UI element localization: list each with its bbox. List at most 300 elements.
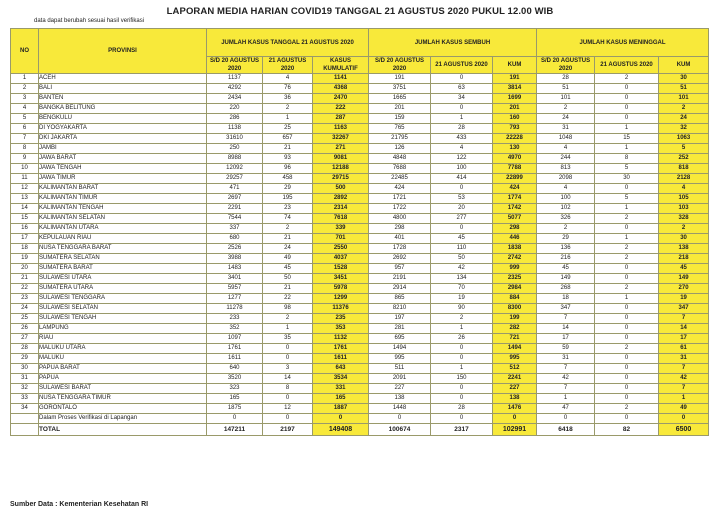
table-row (11, 164, 709, 174)
row-no: 21 (11, 274, 39, 284)
meninggal-kum: 32 (659, 124, 709, 134)
sembuh-21: 19 (431, 294, 493, 304)
sembuh-21: 42 (431, 264, 493, 274)
province-name: BANTEN (39, 94, 207, 104)
kasus-sd20: 5957 (207, 284, 263, 294)
kasus-sd20: 12092 (207, 164, 263, 174)
sembuh-sd20: 227 (369, 384, 431, 394)
sembuh-21: 0 (431, 384, 493, 394)
meninggal-kum: 347 (659, 304, 709, 314)
meninggal-sd20: 216 (537, 254, 595, 264)
table-row (11, 154, 709, 164)
sembuh-sd20: 0 (369, 414, 431, 424)
sembuh-21: 150 (431, 374, 493, 384)
meninggal-kum: 51 (659, 84, 709, 94)
meninggal-21: 0 (595, 374, 659, 384)
meninggal-sd20: 101 (537, 94, 595, 104)
meninggal-kum: 7 (659, 384, 709, 394)
sembuh-kum: 1476 (493, 404, 537, 414)
kasus-21: 23 (263, 204, 313, 214)
kasus-sd20: 3401 (207, 274, 263, 284)
row-no (11, 414, 39, 424)
province-name: SULAWESI TENGAH (39, 314, 207, 324)
meninggal-21: 2 (595, 244, 659, 254)
province-name: SUMATERA BARAT (39, 264, 207, 274)
province-name: MALUKU (39, 354, 207, 364)
province-name: PAPUA (39, 374, 207, 384)
kasus-sd20: 233 (207, 314, 263, 324)
sembuh-sd20: 7688 (369, 164, 431, 174)
sembuh-21: 45 (431, 234, 493, 244)
row-no: 29 (11, 354, 39, 364)
kasus-sd20: 2526 (207, 244, 263, 254)
table-row (11, 344, 709, 354)
sembuh-kum: 2984 (493, 284, 537, 294)
kasus-kumulatif: 2550 (313, 244, 369, 254)
sembuh-21: 28 (431, 404, 493, 414)
row-no: 34 (11, 404, 39, 414)
meninggal-21: 0 (595, 334, 659, 344)
row-no: 27 (11, 334, 39, 344)
sembuh-kum: 512 (493, 364, 537, 374)
sembuh-kum: 298 (493, 224, 537, 234)
kasus-kumulatif: 643 (313, 364, 369, 374)
kasus-kumulatif: 12188 (313, 164, 369, 174)
kasus-sd20: 3988 (207, 254, 263, 264)
kasus-sd20: 1875 (207, 404, 263, 414)
sembuh-21: 26 (431, 334, 493, 344)
row-no: 30 (11, 364, 39, 374)
province-name: KALIMANTAN UTARA (39, 224, 207, 234)
kasus-sd20: 1277 (207, 294, 263, 304)
header-group-kasus: JUMLAH KASUS TANGGAL 21 AGUSTUS 2020 (207, 29, 369, 57)
sembuh-kum: 2742 (493, 254, 537, 264)
sembuh-21: 0 (431, 104, 493, 114)
meninggal-kum: 103 (659, 204, 709, 214)
sembuh-kum: 0 (493, 414, 537, 424)
kasus-21: 36 (263, 94, 313, 104)
sembuh-sd20: 765 (369, 124, 431, 134)
row-no: 1 (11, 74, 39, 84)
table-row (11, 214, 709, 224)
sembuh-kum: 22899 (493, 174, 537, 184)
kasus-21: 21 (263, 234, 313, 244)
sembuh-21: 0 (431, 394, 493, 404)
meninggal-sd20: 2098 (537, 174, 595, 184)
total-kasus-sd20: 147211 (207, 424, 263, 436)
row-no: 33 (11, 394, 39, 404)
row-no: 4 (11, 104, 39, 114)
kasus-21: 35 (263, 334, 313, 344)
meninggal-sd20: 31 (537, 124, 595, 134)
sembuh-21: 34 (431, 94, 493, 104)
table-row (11, 134, 709, 144)
sembuh-21: 0 (431, 344, 493, 354)
table-row (11, 394, 709, 404)
row-no: 11 (11, 174, 39, 184)
kasus-kumulatif: 29715 (313, 174, 369, 184)
sembuh-21: 20 (431, 204, 493, 214)
kasus-21: 1 (263, 324, 313, 334)
sembuh-21: 0 (431, 224, 493, 234)
data-source: Sumber Data : Kementerian Kesehatan RI (10, 501, 149, 508)
sembuh-sd20: 281 (369, 324, 431, 334)
province-name: JAWA TIMUR (39, 174, 207, 184)
row-no: 7 (11, 134, 39, 144)
meninggal-sd20: 31 (537, 354, 595, 364)
sembuh-sd20: 1721 (369, 194, 431, 204)
kasus-kumulatif: 701 (313, 234, 369, 244)
meninggal-sd20: 7 (537, 384, 595, 394)
sembuh-sd20: 138 (369, 394, 431, 404)
row-no: 17 (11, 234, 39, 244)
meninggal-sd20: 24 (537, 114, 595, 124)
province-name: KALIMANTAN TENGAH (39, 204, 207, 214)
table-row (11, 74, 709, 84)
province-name: BENGKULU (39, 114, 207, 124)
header-kasus-21: 21 AGUSTUS 2020 (263, 57, 313, 74)
kasus-kumulatif: 1528 (313, 264, 369, 274)
meninggal-kum: 19 (659, 294, 709, 304)
kasus-21: 24 (263, 244, 313, 254)
kasus-21: 2 (263, 314, 313, 324)
kasus-21: 21 (263, 144, 313, 154)
meninggal-sd20: 4 (537, 184, 595, 194)
kasus-sd20: 352 (207, 324, 263, 334)
sembuh-kum: 424 (493, 184, 537, 194)
kasus-sd20: 1138 (207, 124, 263, 134)
meninggal-sd20: 347 (537, 304, 595, 314)
header-group-sembuh: JUMLAH KASUS SEMBUH (369, 29, 537, 57)
kasus-kumulatif: 4037 (313, 254, 369, 264)
sembuh-sd20: 511 (369, 364, 431, 374)
header-kasus-sd20: S/D 20 AGUSTUS 2020 (207, 57, 263, 74)
meninggal-sd20: 14 (537, 324, 595, 334)
meninggal-sd20: 102 (537, 204, 595, 214)
kasus-21: 3 (263, 364, 313, 374)
kasus-21: 14 (263, 374, 313, 384)
kasus-sd20: 7544 (207, 214, 263, 224)
header-kasus-kumulatif: KASUS KUMULATIF (313, 57, 369, 74)
meninggal-kum: 17 (659, 334, 709, 344)
province-name: LAMPUNG (39, 324, 207, 334)
sembuh-kum: 8300 (493, 304, 537, 314)
kasus-sd20: 8988 (207, 154, 263, 164)
header-meninggal-kum: KUM (659, 57, 709, 74)
kasus-21: 8 (263, 384, 313, 394)
province-name: BANGKA BELITUNG (39, 104, 207, 114)
meninggal-21: 0 (595, 264, 659, 274)
province-name: Dalam Proses Verifikasi di Lapangan (39, 414, 207, 424)
row-no: 6 (11, 124, 39, 134)
sembuh-sd20: 8210 (369, 304, 431, 314)
row-no: 13 (11, 194, 39, 204)
sembuh-21: 110 (431, 244, 493, 254)
kasus-sd20: 286 (207, 114, 263, 124)
kasus-kumulatif: 1163 (313, 124, 369, 134)
kasus-21: 12 (263, 404, 313, 414)
kasus-kumulatif: 3534 (313, 374, 369, 384)
meninggal-21: 5 (595, 164, 659, 174)
row-no: 16 (11, 224, 39, 234)
row-no: 32 (11, 384, 39, 394)
sembuh-kum: 995 (493, 354, 537, 364)
meninggal-21: 0 (595, 84, 659, 94)
table-row (11, 174, 709, 184)
meninggal-sd20: 4 (537, 144, 595, 154)
province-name: JAMBI (39, 144, 207, 154)
kasus-kumulatif: 9081 (313, 154, 369, 164)
kasus-kumulatif: 1141 (313, 74, 369, 84)
kasus-21: 96 (263, 164, 313, 174)
sembuh-21: 433 (431, 134, 493, 144)
kasus-21: 76 (263, 84, 313, 94)
table-row (11, 304, 709, 314)
sembuh-sd20: 3751 (369, 84, 431, 94)
sembuh-sd20: 4848 (369, 154, 431, 164)
meninggal-21: 1 (595, 294, 659, 304)
header-sembuh-21: 21 AGUSTUS 2020 (431, 57, 493, 74)
meninggal-kum: 31 (659, 354, 709, 364)
table-row (11, 294, 709, 304)
row-no: 10 (11, 164, 39, 174)
kasus-kumulatif: 0 (313, 414, 369, 424)
kasus-21: 0 (263, 354, 313, 364)
table-row (11, 84, 709, 94)
kasus-sd20: 1137 (207, 74, 263, 84)
sembuh-kum: 1742 (493, 204, 537, 214)
sembuh-sd20: 197 (369, 314, 431, 324)
kasus-sd20: 31610 (207, 134, 263, 144)
table-row (11, 354, 709, 364)
header-meninggal-21: 21 AGUSTUS 2020 (595, 57, 659, 74)
table-row (11, 204, 709, 214)
meninggal-kum: 7 (659, 364, 709, 374)
kasus-sd20: 165 (207, 394, 263, 404)
meninggal-21: 0 (595, 104, 659, 114)
row-no: 2 (11, 84, 39, 94)
kasus-21: 0 (263, 414, 313, 424)
meninggal-sd20: 136 (537, 244, 595, 254)
sembuh-21: 134 (431, 274, 493, 284)
table-row (11, 414, 709, 424)
kasus-21: 25 (263, 124, 313, 134)
meninggal-sd20: 17 (537, 334, 595, 344)
row-no: 31 (11, 374, 39, 384)
meninggal-21: 2 (595, 74, 659, 84)
kasus-sd20: 4292 (207, 84, 263, 94)
meninggal-sd20: 813 (537, 164, 595, 174)
row-no: 22 (11, 284, 39, 294)
sembuh-sd20: 1448 (369, 404, 431, 414)
province-name: GORONTALO (39, 404, 207, 414)
kasus-21: 1 (263, 114, 313, 124)
sembuh-kum: 199 (493, 314, 537, 324)
kasus-sd20: 250 (207, 144, 263, 154)
sembuh-21: 0 (431, 184, 493, 194)
total-label: TOTAL (39, 424, 207, 436)
total-sembuh-sd20: 100674 (369, 424, 431, 436)
meninggal-kum: 61 (659, 344, 709, 354)
kasus-kumulatif: 353 (313, 324, 369, 334)
kasus-21: 195 (263, 194, 313, 204)
kasus-21: 29 (263, 184, 313, 194)
sembuh-kum: 884 (493, 294, 537, 304)
kasus-21: 458 (263, 174, 313, 184)
meninggal-sd20: 268 (537, 284, 595, 294)
meninggal-kum: 252 (659, 154, 709, 164)
meninggal-21: 0 (595, 324, 659, 334)
kasus-kumulatif: 1299 (313, 294, 369, 304)
meninggal-21: 1 (595, 144, 659, 154)
sembuh-sd20: 22485 (369, 174, 431, 184)
sembuh-21: 70 (431, 284, 493, 294)
meninggal-sd20: 29 (537, 234, 595, 244)
kasus-21: 0 (263, 344, 313, 354)
row-no: 14 (11, 204, 39, 214)
province-name: RIAU (39, 334, 207, 344)
kasus-kumulatif: 3451 (313, 274, 369, 284)
meninggal-kum: 49 (659, 404, 709, 414)
kasus-sd20: 1483 (207, 264, 263, 274)
meninggal-21: 2 (595, 284, 659, 294)
table-row (11, 264, 709, 274)
meninggal-21: 1 (595, 234, 659, 244)
meninggal-21: 2 (595, 344, 659, 354)
province-name: BALI (39, 84, 207, 94)
row-no: 8 (11, 144, 39, 154)
kasus-kumulatif: 165 (313, 394, 369, 404)
sembuh-kum: 793 (493, 124, 537, 134)
meninggal-kum: 24 (659, 114, 709, 124)
total-sembuh-kum: 102991 (493, 424, 537, 436)
table-row (11, 234, 709, 244)
kasus-kumulatif: 271 (313, 144, 369, 154)
kasus-kumulatif: 11376 (313, 304, 369, 314)
meninggal-21: 0 (595, 184, 659, 194)
kasus-kumulatif: 2314 (313, 204, 369, 214)
kasus-21: 2 (263, 224, 313, 234)
sembuh-kum: 2241 (493, 374, 537, 384)
kasus-sd20: 2434 (207, 94, 263, 104)
row-no: 5 (11, 114, 39, 124)
kasus-kumulatif: 7618 (313, 214, 369, 224)
meninggal-kum: 270 (659, 284, 709, 294)
sembuh-21: 90 (431, 304, 493, 314)
meninggal-kum: 7 (659, 314, 709, 324)
sembuh-sd20: 201 (369, 104, 431, 114)
province-name: SULAWESI BARAT (39, 384, 207, 394)
row-no: 3 (11, 94, 39, 104)
kasus-kumulatif: 32267 (313, 134, 369, 144)
meninggal-kum: 101 (659, 94, 709, 104)
row-no: 25 (11, 314, 39, 324)
sembuh-kum: 1699 (493, 94, 537, 104)
kasus-kumulatif: 1132 (313, 334, 369, 344)
kasus-sd20: 1097 (207, 334, 263, 344)
sembuh-sd20: 957 (369, 264, 431, 274)
sembuh-21: 0 (431, 414, 493, 424)
sembuh-kum: 1494 (493, 344, 537, 354)
kasus-sd20: 29257 (207, 174, 263, 184)
kasus-sd20: 2291 (207, 204, 263, 214)
kasus-sd20: 337 (207, 224, 263, 234)
table-row (11, 254, 709, 264)
table-row (11, 374, 709, 384)
kasus-kumulatif: 1887 (313, 404, 369, 414)
sembuh-sd20: 2191 (369, 274, 431, 284)
meninggal-sd20: 149 (537, 274, 595, 284)
header-sembuh-kum: KUM (493, 57, 537, 74)
meninggal-21: 15 (595, 134, 659, 144)
sembuh-kum: 999 (493, 264, 537, 274)
sembuh-21: 1 (431, 114, 493, 124)
sembuh-21: 63 (431, 84, 493, 94)
meninggal-kum: 14 (659, 324, 709, 334)
province-name: NUSA TENGGARA TIMUR (39, 394, 207, 404)
meninggal-21: 5 (595, 194, 659, 204)
table-row (11, 224, 709, 234)
sembuh-kum: 2325 (493, 274, 537, 284)
table-row (11, 314, 709, 324)
kasus-kumulatif: 1611 (313, 354, 369, 364)
meninggal-kum: 328 (659, 214, 709, 224)
row-no: 24 (11, 304, 39, 314)
sembuh-21: 1 (431, 364, 493, 374)
meninggal-sd20: 7 (537, 364, 595, 374)
province-name: KALIMANTAN TIMUR (39, 194, 207, 204)
meninggal-sd20: 0 (537, 414, 595, 424)
meninggal-kum: 818 (659, 164, 709, 174)
total-no-cell (11, 424, 39, 436)
table-row (11, 334, 709, 344)
row-no: 12 (11, 184, 39, 194)
table-row (11, 114, 709, 124)
meninggal-kum: 1 (659, 394, 709, 404)
total-meninggal-sd20: 6418 (537, 424, 595, 436)
kasus-21: 45 (263, 264, 313, 274)
meninggal-kum: 2 (659, 224, 709, 234)
meninggal-kum: 2 (659, 104, 709, 114)
header-provinsi: PROVINSI (39, 29, 207, 74)
meninggal-21: 0 (595, 114, 659, 124)
meninggal-21: 1 (595, 204, 659, 214)
sembuh-kum: 282 (493, 324, 537, 334)
total-kasus-kumulatif: 149408 (313, 424, 369, 436)
kasus-kumulatif: 2470 (313, 94, 369, 104)
meninggal-21: 0 (595, 394, 659, 404)
sembuh-21: 122 (431, 154, 493, 164)
meninggal-21: 1 (595, 124, 659, 134)
sembuh-kum: 160 (493, 114, 537, 124)
total-kasus-21: 2197 (263, 424, 313, 436)
table-row (11, 364, 709, 374)
meninggal-sd20: 42 (537, 374, 595, 384)
kasus-21: 2 (263, 104, 313, 114)
meninggal-kum: 0 (659, 414, 709, 424)
sembuh-sd20: 21795 (369, 134, 431, 144)
table-row (11, 284, 709, 294)
province-name: ACEH (39, 74, 207, 84)
verification-note: data dapat berubah sesuai hasil verifikasi (34, 18, 145, 24)
total-meninggal-kum: 6500 (659, 424, 709, 436)
kasus-sd20: 220 (207, 104, 263, 114)
total-meninggal-21: 82 (595, 424, 659, 436)
meninggal-sd20: 7 (537, 314, 595, 324)
kasus-kumulatif: 339 (313, 224, 369, 234)
meninggal-21: 0 (595, 274, 659, 284)
table-row (11, 324, 709, 334)
